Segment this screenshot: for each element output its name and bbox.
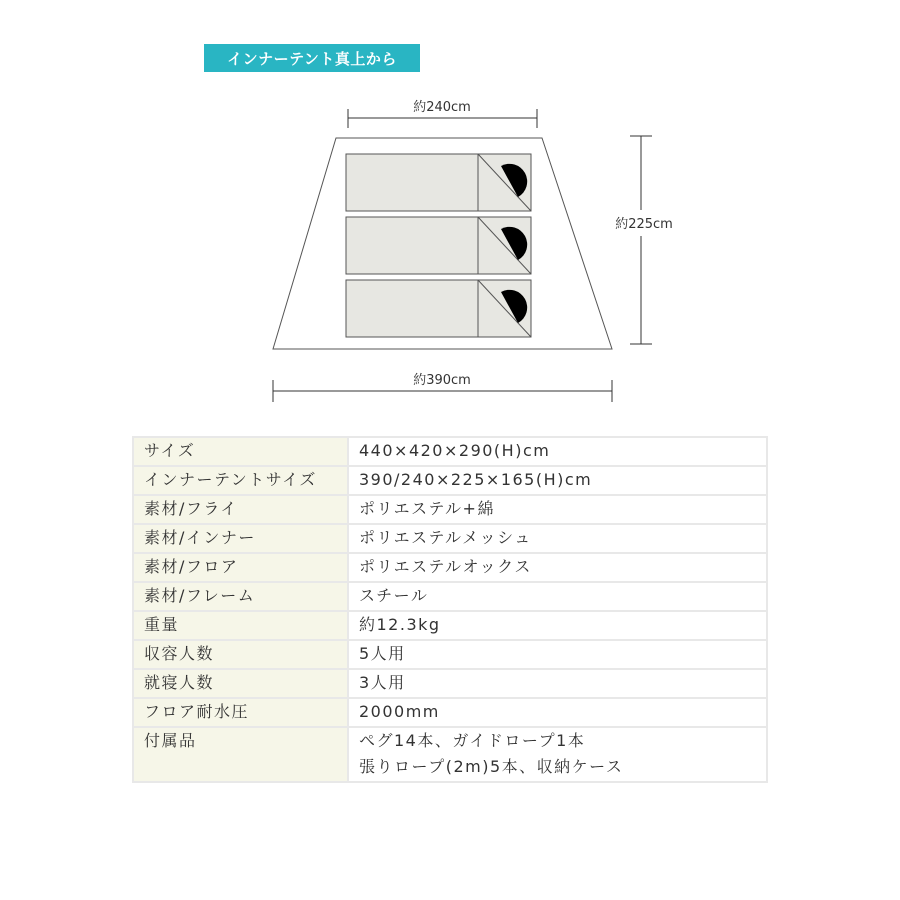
table-row bbox=[133, 611, 767, 640]
spec-label: 重量 bbox=[133, 611, 348, 640]
table-row bbox=[133, 524, 767, 553]
table-row bbox=[133, 437, 767, 466]
table-row bbox=[133, 669, 767, 698]
spec-label: 収容人数 bbox=[133, 640, 348, 669]
spec-label: 素材/フロア bbox=[133, 553, 348, 582]
spec-value: 約12.3kg bbox=[348, 611, 767, 640]
spec-label: 素材/フライ bbox=[133, 495, 348, 524]
spec-value: ポリエステルメッシュ bbox=[348, 524, 767, 553]
inner-tent-top-view-diagram bbox=[0, 0, 900, 420]
spec-label: 付属品 bbox=[133, 727, 348, 782]
spec-value: 390/240×225×165(H)cm bbox=[348, 466, 767, 495]
sleeping-pad bbox=[346, 217, 531, 274]
spec-value: 5人用 bbox=[348, 640, 767, 669]
accessories-line: ペグ14本、ガイドロープ1本 bbox=[359, 731, 586, 750]
table-row bbox=[133, 495, 767, 524]
spec-value: 440×420×290(H)cm bbox=[348, 437, 767, 466]
bottom-width-label: 約390cm bbox=[413, 373, 471, 388]
table-row bbox=[133, 553, 767, 582]
spec-value: 2000mm bbox=[348, 698, 767, 727]
spec-label: 素材/フレーム bbox=[133, 582, 348, 611]
spec-label: 就寝人数 bbox=[133, 669, 348, 698]
spec-value: スチール bbox=[348, 582, 767, 611]
sleeping-pad bbox=[346, 280, 531, 337]
bottom-width-dimension bbox=[273, 373, 612, 402]
spec-label: サイズ bbox=[133, 437, 348, 466]
spec-value: 3人用 bbox=[348, 669, 767, 698]
depth-label: 約225cm bbox=[615, 217, 673, 232]
table-row bbox=[133, 466, 767, 495]
spec-label: フロア耐水圧 bbox=[133, 698, 348, 727]
section-title: インナーテント真上から bbox=[227, 49, 397, 68]
spec-label: インナーテントサイズ bbox=[133, 466, 348, 495]
accessories-line: 張りロープ(2m)5本、収納ケース bbox=[359, 757, 624, 776]
spec-value bbox=[348, 727, 767, 782]
table-row bbox=[133, 698, 767, 727]
depth-dimension bbox=[615, 136, 673, 344]
table-row bbox=[133, 640, 767, 669]
spec-table bbox=[132, 436, 768, 783]
spec-label: 素材/インナー bbox=[133, 524, 348, 553]
spec-value: ポリエステルオックス bbox=[348, 553, 767, 582]
top-width-label: 約240cm bbox=[413, 100, 471, 115]
table-row bbox=[133, 727, 767, 782]
sleeping-pad bbox=[346, 154, 531, 211]
table-row bbox=[133, 582, 767, 611]
spec-value: ポリエステル+綿 bbox=[348, 495, 767, 524]
top-width-dimension bbox=[348, 100, 537, 128]
